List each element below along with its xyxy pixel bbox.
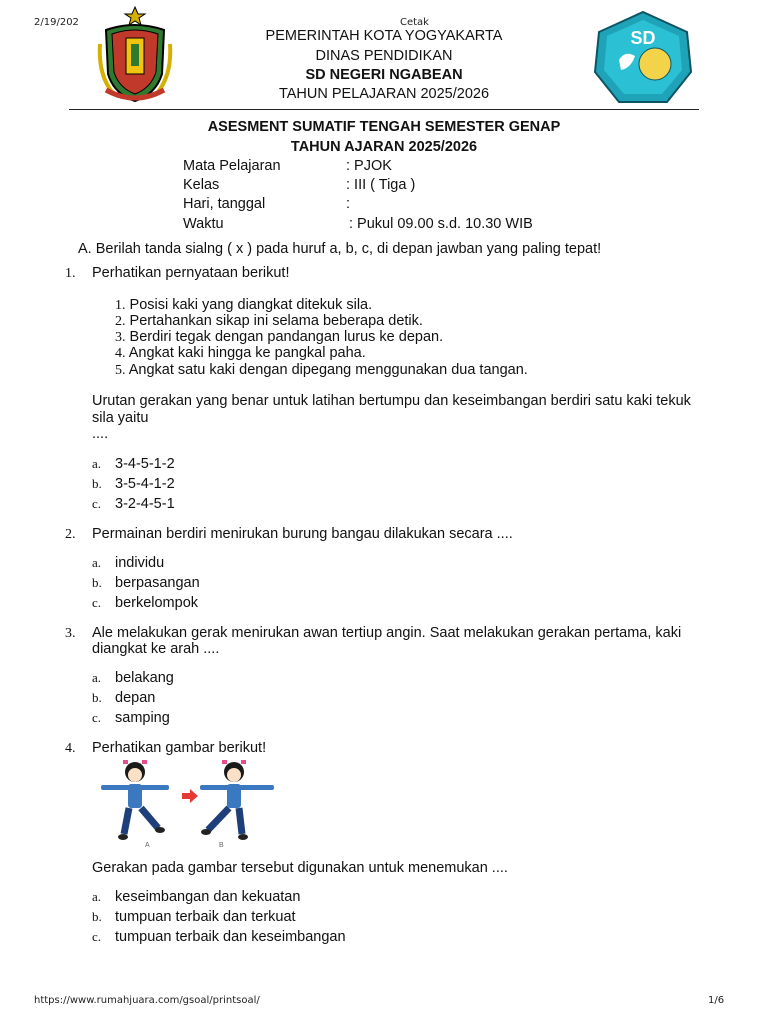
answer-option[interactable] (92, 909, 296, 925)
answer-option[interactable] (92, 690, 155, 706)
print-url: https://www.rumahjuara.com/gsoal/printsoal/ (34, 995, 260, 1006)
statement-item (115, 297, 372, 314)
answer-option[interactable] (92, 456, 175, 472)
question-text: Ale melakukan gerak menirukan awan tertiup angin. Saat melakukan gerakan pertama, kaki (92, 625, 682, 641)
answer-option[interactable] (92, 929, 346, 945)
question-followup: Urutan gerakan yang benar untuk latihan bertumpu dan keseimbangan berdiri satu kaki tekuk (92, 393, 691, 409)
print-label: Cetak (400, 17, 429, 28)
option-letter: a. (92, 456, 102, 471)
option-letter: c. (92, 496, 102, 511)
header-school-year: TAHUN PELAJARAN 2025/2026 (278, 86, 490, 102)
statement-number: 3. (115, 330, 126, 345)
question-number: 4. (65, 741, 76, 756)
girl-figure-a (101, 760, 169, 840)
question-text: Permainan berdiri menirukan burung bangau dilakukan secara .... (92, 526, 513, 542)
option-text: 3-5-4-1-2 (115, 476, 175, 492)
question-followup: .... (92, 426, 109, 442)
exam-title: ASESMENT SUMATIF TENGAH SEMESTER GENAP (207, 119, 561, 135)
print-date: 2/19/202 (34, 17, 79, 28)
option-text: 3-4-5-1-2 (115, 456, 175, 472)
option-letter: b. (92, 909, 102, 924)
header-department: DINAS PENDIDIKAN (315, 48, 453, 64)
option-letter: a. (92, 889, 102, 904)
statement-item (115, 362, 528, 379)
option-letter: c. (92, 595, 102, 610)
option-letter: c. (92, 929, 102, 944)
info-label: Kelas (183, 177, 220, 193)
statement-text: Pertahankan sikap ini selama beberapa detik. (129, 313, 423, 329)
exam-subtitle: TAHUN AJARAN 2025/2026 (290, 139, 478, 155)
info-value: : Pukul 09.00 s.d. 10.30 WIB (349, 216, 533, 232)
statement-number: 2. (115, 314, 126, 329)
option-text: individu (115, 555, 165, 571)
option-text: belakang (115, 670, 174, 686)
option-letter: b. (92, 690, 102, 705)
option-letter: b. (92, 476, 102, 491)
answer-option[interactable] (92, 889, 300, 905)
answer-option[interactable] (92, 710, 170, 726)
option-letter: a. (92, 555, 102, 570)
letterhead-divider (69, 109, 699, 110)
info-label: Waktu (183, 216, 224, 232)
answer-option[interactable] (92, 476, 175, 492)
header-government: PEMERINTAH KOTA YOGYAKARTA (265, 28, 503, 44)
statement-text: Posisi kaki yang diangkat ditekuk sila. (129, 297, 373, 313)
statement-text: Berdiri tegak dengan pandangan lurus ke depan. (129, 329, 444, 345)
option-letter: b. (92, 575, 102, 590)
question-followup: Gerakan pada gambar tersebut digunakan untuk menemukan .... (92, 860, 508, 876)
answer-option[interactable] (92, 496, 175, 512)
statement-item (115, 329, 443, 346)
question-text: Perhatikan gambar berikut! (92, 740, 267, 756)
arrow-icon (182, 789, 198, 803)
info-value: : PJOK (346, 158, 392, 174)
answer-option[interactable] (92, 595, 198, 611)
option-text: berpasangan (115, 575, 200, 591)
statement-number: 1. (115, 298, 126, 313)
figure-label-a: A (145, 842, 150, 849)
info-label: Mata Pelajaran (183, 158, 281, 174)
header-school: SD NEGERI NGABEAN (305, 67, 463, 83)
girl-figure-b (200, 760, 274, 840)
answer-option[interactable] (92, 670, 174, 686)
question-number: 1. (65, 266, 76, 281)
option-letter: c. (92, 710, 102, 725)
question-number: 3. (65, 626, 76, 641)
info-value: : III ( Tiga ) (346, 177, 416, 193)
option-text: tumpuan terbaik dan keseimbangan (115, 929, 346, 945)
info-value: : (346, 196, 351, 212)
option-text: keseimbangan dan kekuatan (115, 889, 301, 905)
option-text: tumpuan terbaik dan terkuat (115, 909, 296, 925)
option-text: depan (115, 690, 156, 706)
question-number: 2. (65, 527, 76, 542)
answer-option[interactable] (92, 575, 200, 591)
info-label: Hari, tanggal (183, 196, 266, 212)
statement-number: 5. (115, 363, 126, 378)
page-number: 1/6 (708, 995, 725, 1006)
statement-text: Angkat kaki hingga ke pangkal paha. (128, 345, 366, 361)
statement-number: 4. (115, 346, 126, 361)
question-text: diangkat ke arah .... (92, 641, 220, 657)
statement-item (115, 345, 366, 362)
section-a-instruction: A. Berilah tanda sialng ( x ) pada huruf a, b, c, di depan jawban yang paling tepat! (78, 241, 602, 257)
question-text: Perhatikan pernyataan berikut! (92, 265, 290, 281)
statement-text: Angkat satu kaki dengan dipegang menggunakan dua tangan. (128, 362, 528, 378)
option-text: samping (115, 710, 170, 726)
option-text: berkelompok (115, 595, 199, 611)
balance-pose-illustration (96, 758, 280, 854)
option-text: 3-2-4-5-1 (115, 496, 175, 512)
figure-label-b: B (219, 842, 224, 849)
question-followup: sila yaitu (92, 410, 149, 426)
option-letter: a. (92, 670, 102, 685)
statement-item (115, 313, 423, 330)
answer-option[interactable] (92, 555, 164, 571)
school-logo-text: SD (630, 28, 656, 48)
